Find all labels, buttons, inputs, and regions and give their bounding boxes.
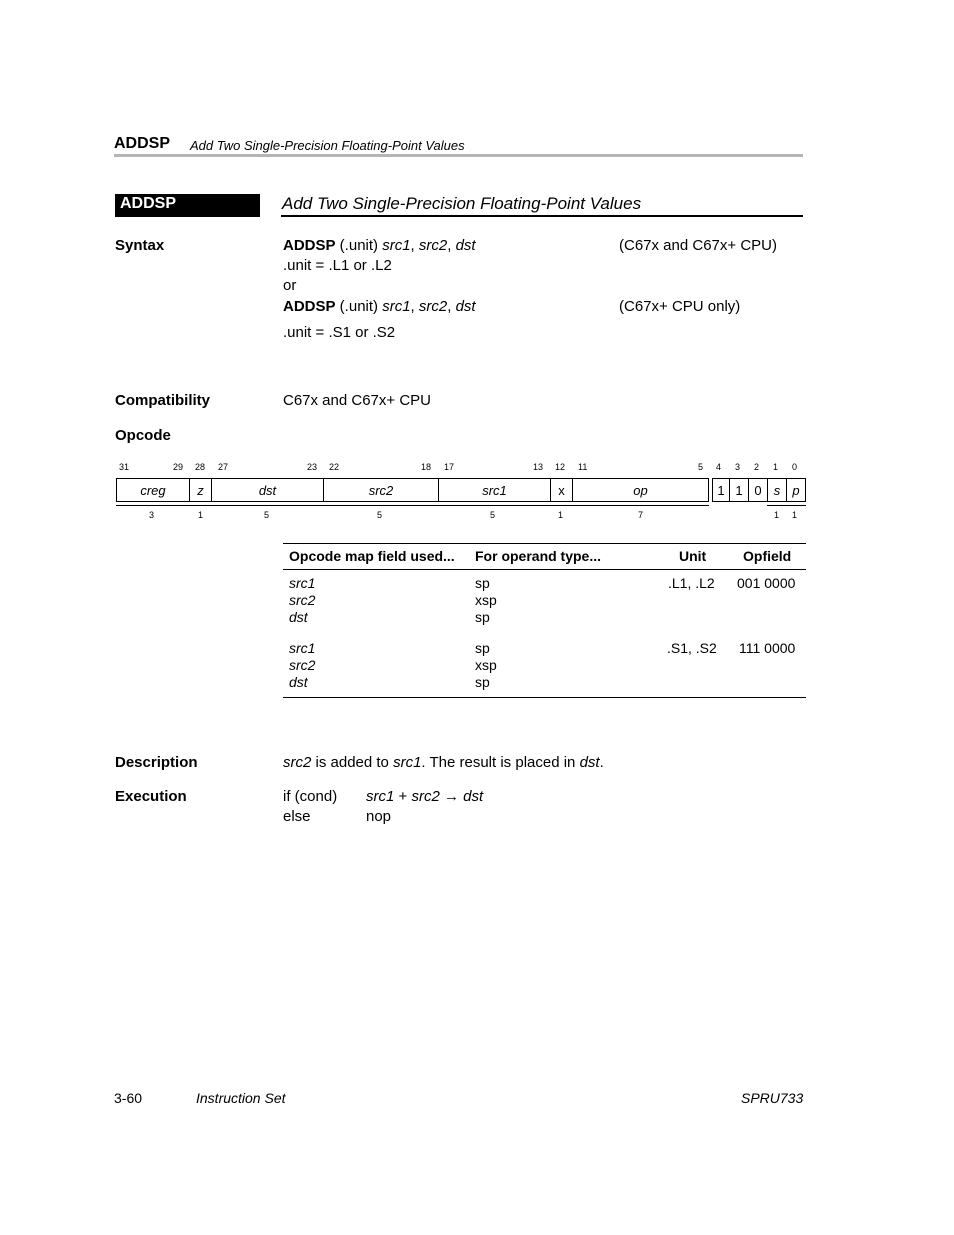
field-underline (211, 505, 324, 506)
opcode-field-dst: dst (211, 478, 324, 502)
table-header-opfield: Opfield (743, 548, 792, 564)
table-bottom-rule (283, 697, 806, 698)
syntax-line-1 (283, 237, 476, 254)
bit-number: 2 (754, 462, 760, 472)
opcode-field-op: op (572, 478, 709, 502)
syntax-mnemonic: ADDSP (283, 237, 336, 254)
compatibility-label: Compatibility (115, 392, 211, 409)
execution-label: Execution (115, 788, 187, 805)
title-divider (281, 215, 803, 217)
field-width: 1 (558, 510, 564, 520)
syntax-dst: dst (455, 237, 476, 254)
operand-type: xsp (475, 657, 497, 673)
description-fragment: . (599, 754, 604, 771)
bit-number: 0 (792, 462, 798, 472)
bit-number: 13 (533, 462, 544, 472)
syntax-cpu-2: (C67x+ CPU only) (619, 298, 741, 315)
bit-number: 1 (773, 462, 779, 472)
execution-nop: nop (366, 808, 392, 825)
running-header-description: Add Two Single-Precision Floating-Point Values (190, 138, 465, 153)
field-width: 1 (792, 510, 798, 520)
operand-field: dst (289, 674, 308, 690)
bit-number: 22 (329, 462, 340, 472)
description-label: Description (115, 754, 198, 771)
operand-field: src2 (289, 592, 316, 608)
syntax-or: or (283, 277, 297, 294)
field-underline (572, 505, 709, 506)
bit-number: 4 (716, 462, 722, 472)
bit-number: 31 (119, 462, 130, 472)
table-top-rule (283, 543, 806, 544)
opcode-field-z: z (189, 478, 212, 502)
opcode-field-bit4: 1 (712, 478, 730, 502)
execution-src2: src2 (411, 788, 440, 805)
syntax-sep: , (410, 298, 419, 315)
syntax-unit: (.unit) (335, 237, 383, 254)
execution-else: else (283, 808, 311, 825)
compatibility-value: C67x and C67x+ CPU (283, 392, 431, 409)
bit-number: 18 (421, 462, 432, 472)
unit-value: .S1, .S2 (667, 640, 717, 656)
operand-type: xsp (475, 592, 497, 608)
field-width: 3 (149, 510, 155, 520)
opfield-value: 001 0000 (737, 575, 796, 591)
execution-operator: + (394, 788, 412, 805)
title-badge (115, 194, 260, 217)
footer-page-number: 3-60 (114, 1090, 143, 1106)
description-src1: src1 (393, 754, 422, 771)
table-row-types (475, 575, 497, 626)
footer-section: Instruction Set (196, 1090, 286, 1106)
field-width: 1 (198, 510, 204, 520)
syntax-src2: src2 (418, 237, 448, 254)
opcode-field-s: s (767, 478, 787, 502)
operand-field: dst (289, 609, 308, 625)
opcode-field-src1: src1 (438, 478, 551, 502)
execution-src1: src1 (366, 788, 395, 805)
operand-type: sp (475, 674, 490, 690)
field-width: 5 (264, 510, 270, 520)
footer-doc-id: SPRU733 (741, 1090, 804, 1106)
opcode-field-x: x (550, 478, 573, 502)
opcode-field-p: p (786, 478, 806, 502)
bit-number: 28 (195, 462, 206, 472)
field-underline (786, 505, 806, 506)
syntax-src1: src1 (382, 298, 411, 315)
opcode-label: Opcode (115, 427, 171, 444)
syntax-line-2 (283, 298, 476, 315)
opcode-field-bit2: 0 (748, 478, 768, 502)
syntax-unit: (.unit) (335, 298, 383, 315)
syntax-mnemonic: ADDSP (283, 298, 336, 315)
bit-number: 23 (307, 462, 318, 472)
syntax-sep: , (447, 237, 456, 254)
bit-number: 12 (555, 462, 566, 472)
bit-number: 5 (698, 462, 704, 472)
field-width: 1 (774, 510, 780, 520)
execution-dst: dst (463, 788, 484, 805)
description-dst: dst (579, 754, 600, 771)
opcode-field-src2: src2 (323, 478, 439, 502)
opcode-field-creg: creg (116, 478, 190, 502)
operand-type: sp (475, 575, 490, 591)
table-header-unit: Unit (679, 548, 707, 564)
syntax-sep: , (447, 298, 456, 315)
unit-value: .L1, .L2 (668, 575, 715, 591)
field-underline (767, 505, 787, 506)
operand-field: src1 (289, 575, 316, 591)
bit-number: 27 (218, 462, 229, 472)
syntax-unit-2: .unit = .S1 or .S2 (283, 324, 396, 341)
execution-arrow: → (439, 788, 464, 805)
bit-number: 29 (173, 462, 184, 472)
execution-if: if (cond) (283, 788, 338, 805)
field-width: 5 (377, 510, 383, 520)
opfield-value: 111 0000 (739, 640, 796, 656)
syntax-src2: src2 (418, 298, 448, 315)
syntax-dst: dst (455, 298, 476, 315)
field-underline (550, 505, 573, 506)
table-header-field: Opcode map field used... (289, 548, 455, 564)
table-row (289, 575, 315, 626)
description-fragment: is added to (311, 754, 394, 771)
running-header-mnemonic: ADDSP (114, 135, 171, 152)
header-divider (114, 154, 803, 157)
syntax-label: Syntax (115, 237, 165, 254)
bit-number: 3 (735, 462, 741, 472)
table-row-types (475, 640, 497, 691)
operand-field: src2 (289, 657, 316, 673)
execution-expression (366, 788, 483, 805)
operand-type: sp (475, 609, 490, 625)
operand-field: src1 (289, 640, 316, 656)
syntax-src1: src1 (382, 237, 411, 254)
field-width: 5 (490, 510, 496, 520)
syntax-cpu-1: (C67x and C67x+ CPU) (619, 237, 777, 254)
description-text (283, 754, 604, 771)
description-src2: src2 (283, 754, 312, 771)
operand-type: sp (475, 640, 490, 656)
title-mnemonic: ADDSP (120, 195, 177, 212)
field-width: 7 (638, 510, 644, 520)
table-header-operand-type: For operand type... (475, 548, 602, 564)
field-underline (323, 505, 439, 506)
description-fragment: . The result is placed in (421, 754, 580, 771)
table-row (289, 640, 315, 691)
page-title: Add Two Single-Precision Floating-Point Values (282, 194, 642, 213)
field-underline (116, 505, 190, 506)
opcode-field-bit3: 1 (729, 478, 749, 502)
syntax-unit-1: .unit = .L1 or .L2 (283, 257, 392, 274)
field-underline (189, 505, 212, 506)
bit-number: 17 (444, 462, 455, 472)
bit-number: 11 (578, 462, 588, 472)
table-header-rule (283, 569, 806, 570)
field-underline (438, 505, 551, 506)
syntax-sep: , (410, 237, 419, 254)
